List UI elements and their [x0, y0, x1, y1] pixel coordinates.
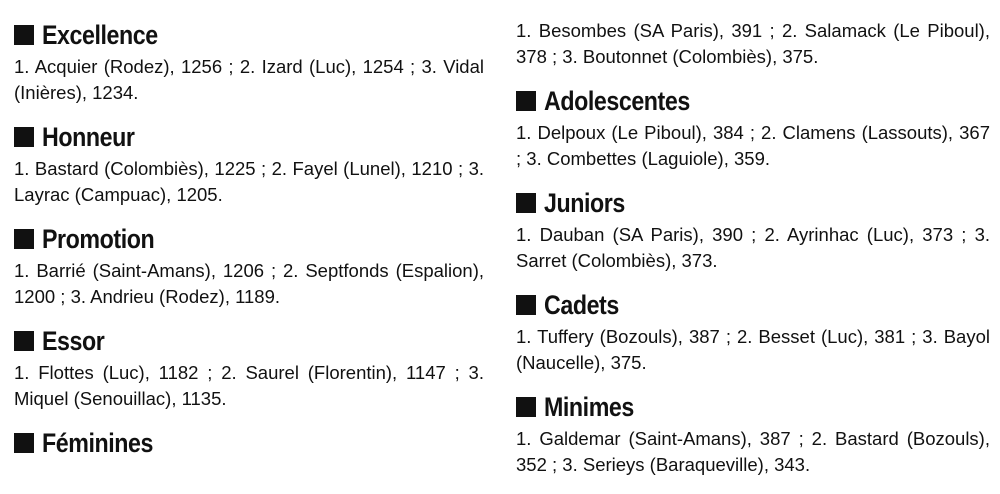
- section-heading: [516, 84, 990, 118]
- section-essor: [14, 324, 484, 412]
- section-heading: [14, 324, 484, 358]
- right-column: [516, 18, 990, 492]
- section-results: 1. Barrié (Saint-Amans), 1206 ; 2. Septfonds (Espalion), 1200 ; 3. Andrieu (Rodez), 1189.: [14, 260, 484, 307]
- section-heading: [516, 288, 990, 322]
- section-title: Juniors: [544, 187, 625, 218]
- left-column: [14, 18, 484, 474]
- square-bullet-icon: [14, 25, 34, 45]
- section-title: Féminines: [42, 427, 153, 458]
- section-results: 1. Acquier (Rodez), 1256 ; 2. Izard (Luc), 1254 ; 3. Vidal (Inières), 1234.: [14, 56, 484, 103]
- section-heading: [14, 222, 484, 256]
- section-heading: [14, 426, 484, 460]
- section-title: Adolescentes: [544, 85, 690, 116]
- section-title: Excellence: [42, 19, 158, 50]
- section-feminines: [14, 426, 484, 460]
- section-adolescentes: [516, 84, 990, 172]
- square-bullet-icon: [516, 91, 536, 111]
- section-title: Promotion: [42, 223, 155, 254]
- square-bullet-icon: [516, 193, 536, 213]
- section-results: 1. Galdemar (Saint-Amans), 387 ; 2. Bastard (Bozouls), 352 ; 3. Serieys (Baraqueville), 343.: [516, 428, 990, 475]
- section-heading: [516, 186, 990, 220]
- section-feminines-continued: [516, 18, 990, 70]
- section-title: Essor: [42, 325, 105, 356]
- section-results: 1. Bastard (Colombiès), 1225 ; 2. Fayel (Lunel), 1210 ; 3. Layrac (Campuac), 1205.: [14, 158, 484, 205]
- section-heading: [14, 18, 484, 52]
- section-results: 1. Tuffery (Bozouls), 387 ; 2. Besset (Luc), 381 ; 3. Bayol (Naucelle), 375.: [516, 326, 990, 373]
- section-results: 1. Dauban (SA Paris), 390 ; 2. Ayrinhac (Luc), 373 ; 3. Sarret (Colombiès), 373.: [516, 224, 990, 271]
- square-bullet-icon: [14, 433, 34, 453]
- square-bullet-icon: [516, 295, 536, 315]
- square-bullet-icon: [14, 127, 34, 147]
- section-title: Minimes: [544, 391, 634, 422]
- section-results: 1. Flottes (Luc), 1182 ; 2. Saurel (Florentin), 1147 ; 3. Miquel (Senouillac), 1135.: [14, 362, 484, 409]
- section-heading: [14, 120, 484, 154]
- section-cadets: [516, 288, 990, 376]
- square-bullet-icon: [14, 229, 34, 249]
- section-excellence: [14, 18, 484, 106]
- square-bullet-icon: [14, 331, 34, 351]
- square-bullet-icon: [516, 397, 536, 417]
- section-results: 1. Besombes (SA Paris), 391 ; 2. Salamack (Le Piboul), 378 ; 3. Boutonnet (Colombiès), 375.: [516, 20, 990, 67]
- section-promotion: [14, 222, 484, 310]
- section-honneur: [14, 120, 484, 208]
- section-minimes: [516, 390, 990, 478]
- section-heading: [516, 390, 990, 424]
- section-title: Cadets: [544, 289, 619, 320]
- section-results: 1. Delpoux (Le Piboul), 384 ; 2. Clamens (Lassouts), 367 ; 3. Combettes (Laguiole), 359.: [516, 122, 990, 169]
- section-juniors: [516, 186, 990, 274]
- section-title: Honneur: [42, 121, 135, 152]
